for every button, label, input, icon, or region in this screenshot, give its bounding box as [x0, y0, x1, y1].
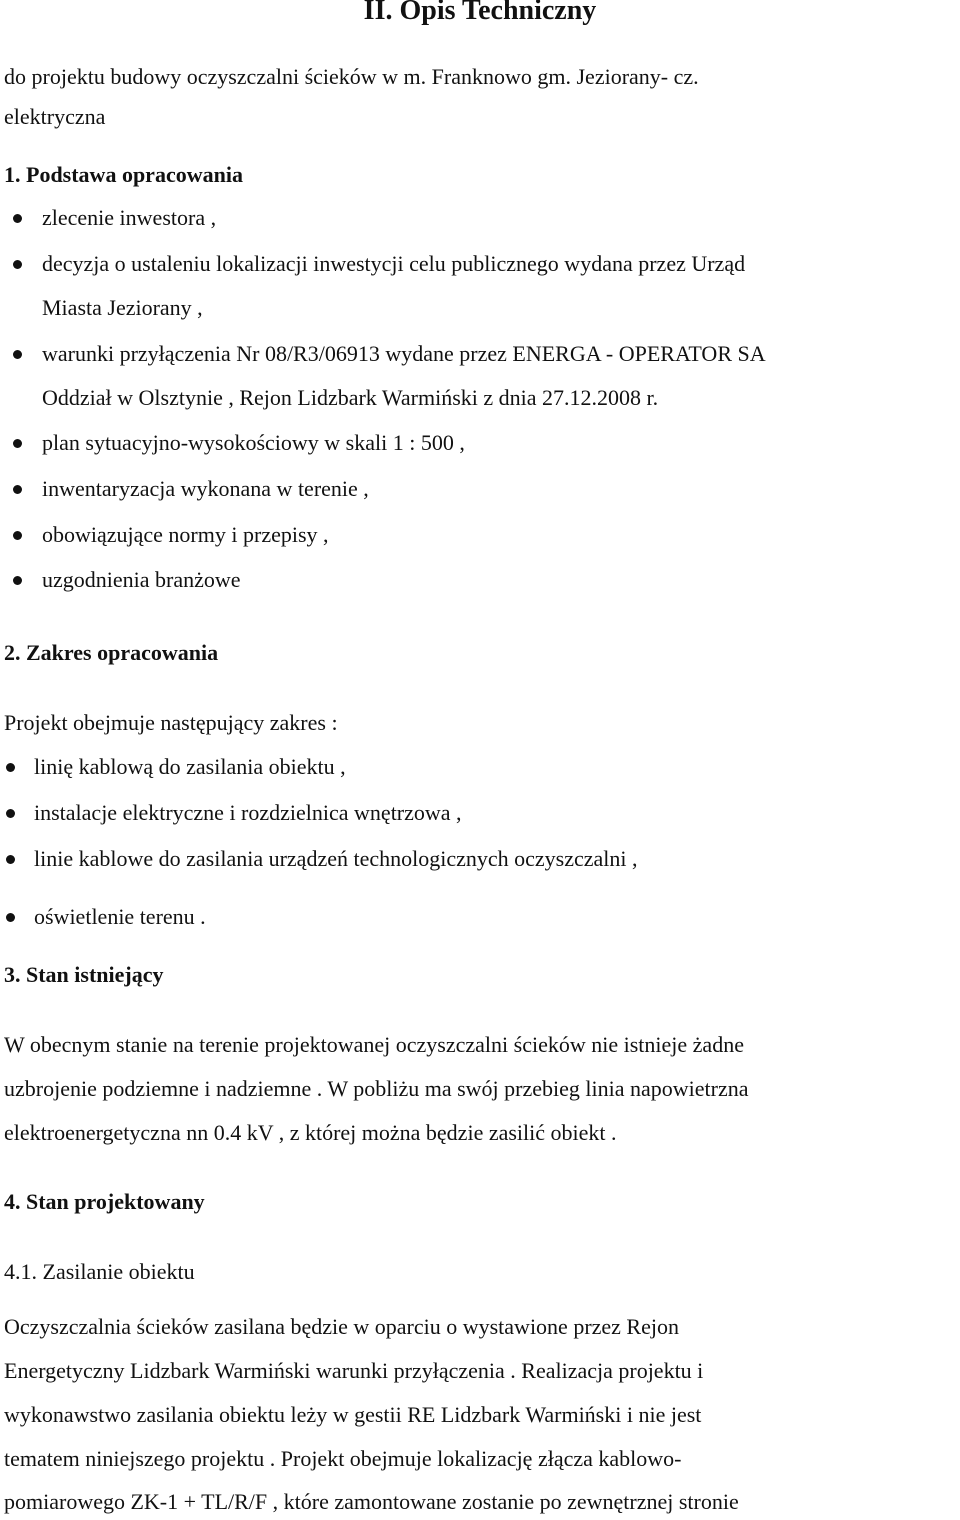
s1-item: zlecenie inwestora , [42, 205, 217, 230]
s1-item: decyzja o ustaleniu lokalizacji inwestycji celu publicznego wydana przez Urząd [42, 251, 746, 276]
bullet-icon [13, 531, 22, 540]
bullet-icon [6, 855, 15, 864]
section-2-lead: Projekt obejmuje następujący zakres : [4, 710, 338, 735]
bullet-icon [6, 913, 15, 922]
bullet-icon [13, 260, 22, 269]
s1-item: uzgodnienia branżowe [42, 567, 241, 592]
intro-line-1: do projektu budowy oczyszczalni ścieków w m. Franknowo gm. Jeziorany- cz. [4, 64, 699, 89]
s1-item: obowiązujące normy i przepisy , [42, 522, 329, 547]
section-3-heading: 3. Stan istniejący [4, 962, 164, 987]
bullet-icon [13, 485, 22, 494]
section-4-1-heading: 4.1. Zasilanie obiektu [4, 1259, 195, 1284]
bullet-icon [6, 763, 15, 772]
s2-item: linie kablowe do zasilania urządzeń technologicznych oczyszczalni , [34, 846, 638, 871]
s1-item: plan sytuacyjno-wysokościowy w skali 1 : 500 , [42, 430, 465, 455]
s1-item-continuation: Miasta Jeziorany , [42, 295, 203, 320]
s4-line: tematem niniejszego projektu . Projekt obejmuje lokalizację złącza kablowo- [4, 1446, 682, 1471]
bullet-icon [13, 350, 22, 359]
section-1-heading: 1. Podstawa opracowania [4, 162, 243, 187]
intro-line-2: elektryczna [4, 104, 106, 129]
bullet-icon [13, 214, 22, 223]
s3-line: uzbrojenie podziemne i nadziemne . W pobliżu ma swój przebieg linia napowietrzna [4, 1076, 749, 1101]
section-4-heading: 4. Stan projektowany [4, 1189, 205, 1214]
s4-line: Energetyczny Lidzbark Warmiński warunki przyłączenia . Realizacja projektu i [4, 1358, 704, 1383]
s2-item: oświetlenie terenu . [34, 904, 206, 929]
s3-line: elektroenergetyczna nn 0.4 kV , z której można będzie zasilić obiekt . [4, 1120, 617, 1145]
bullet-icon [6, 809, 15, 818]
s3-line: W obecnym stanie na terenie projektowanej oczyszczalni ścieków nie istnieje żadne [4, 1032, 744, 1057]
s2-item: instalacje elektryczne i rozdzielnica wnętrzowa , [34, 800, 462, 825]
s1-item: warunki przyłączenia Nr 08/R3/06913 wydane przez ENERGA - OPERATOR SA [42, 341, 766, 366]
s1-item-continuation: Oddział w Olsztynie , Rejon Lidzbark Warmiński z dnia 27.12.2008 r. [42, 385, 659, 410]
s2-item: linię kablową do zasilania obiektu , [34, 754, 346, 779]
s4-line: wykonawstwo zasilania obiektu leży w gestii RE Lidzbark Warmiński i nie jest [4, 1402, 702, 1427]
s4-line: Oczyszczalnia ścieków zasilana będzie w oparciu o wystawione przez Rejon [4, 1314, 679, 1339]
section-2-heading: 2. Zakres opracowania [4, 640, 219, 665]
document-title: II. Opis Techniczny [363, 0, 597, 26]
s4-line: pomiarowego ZK-1 + TL/R/F , które zamontowane zostanie po zewnętrznej stronie [4, 1489, 739, 1514]
s1-item: inwentaryzacja wykonana w terenie , [42, 476, 369, 501]
bullet-icon [13, 576, 22, 585]
bullet-icon [13, 439, 22, 448]
